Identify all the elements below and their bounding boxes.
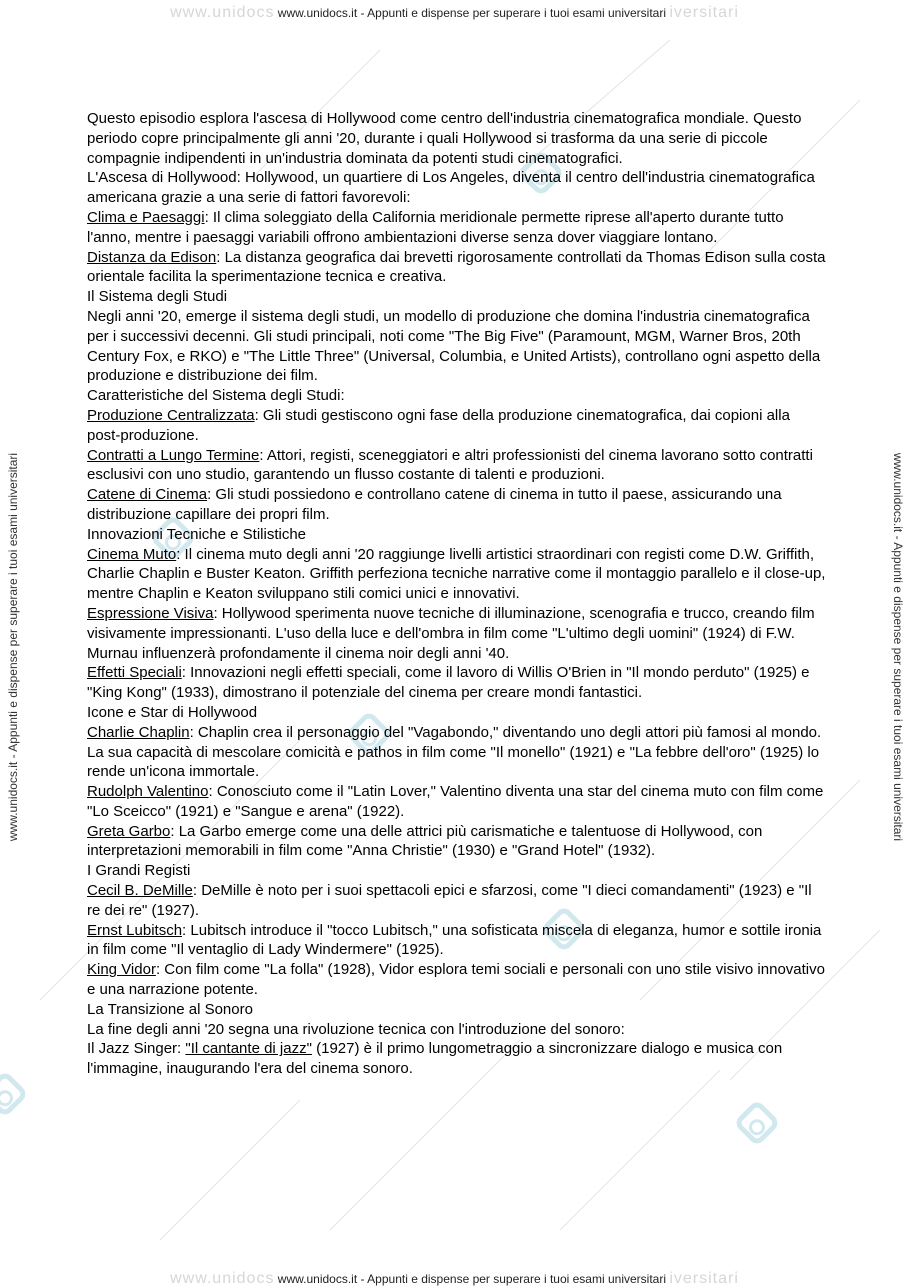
definition-paragraph bbox=[87, 248, 827, 288]
paragraph-text: : La Garbo emerge come una delle attrici più carismatiche e talentuose di Hollywood, con interpretazioni memorabili in film come "Anna Christie" (1930) e "Grand Hotel" (1932). bbox=[87, 822, 763, 860]
definition-paragraph bbox=[87, 723, 827, 782]
paragraph-text: : Gli studi gestiscono ogni fase della produzione cinematografica, dai copioni alla post-produzione. bbox=[87, 406, 790, 444]
underlined-term: Catene di Cinema bbox=[87, 486, 208, 504]
paragraph-text: : La distanza geografica dai brevetti rigorosamente controllati da Thomas Edison sulla costa orientale facilita la sperimentazione tecnica e creativa. bbox=[87, 248, 826, 286]
paragraph-text: : Lubitsch introduce il "tocco Lubitsch," una sofisticata miscela di eleganza, humor e sottile ironia in film come "Il ventaglio di Lady Windermere" (1925). bbox=[87, 921, 822, 959]
underlined-term: Cecil B. DeMille bbox=[87, 882, 193, 900]
definition-paragraph bbox=[87, 782, 827, 822]
definition-paragraph bbox=[87, 663, 827, 703]
paragraph-text: Icone e Star di Hollywood bbox=[87, 703, 258, 721]
paragraph-text: L'Ascesa di Hollywood: Hollywood, un quartiere di Los Angeles, diventa il centro dell'industria cinematografica americana grazie a una serie di fattori favorevoli: bbox=[87, 169, 815, 207]
underlined-term: Effetti Speciali bbox=[87, 664, 182, 682]
watermark-ghost-text: iversitari bbox=[669, 4, 739, 21]
underlined-term: Greta Garbo bbox=[87, 822, 171, 840]
paragraph-text: : Il cinema muto degli anni '20 raggiunge livelli artistici straordinari con registi come D.W. Griffith, Charlie Chaplin e Buster Keaton. Griffith perfeziona tecniche narrative come il montaggio parallelo e il close-up, mentre Chaplin e Keaton sviluppano stili comici unici e innovativi. bbox=[87, 545, 826, 603]
underlined-term: King Vidor bbox=[87, 961, 156, 979]
definition-paragraph bbox=[87, 545, 827, 604]
watermark-header bbox=[0, 4, 909, 22]
definition-paragraph bbox=[87, 960, 827, 1000]
paragraph-lead: Il Jazz Singer: bbox=[87, 1040, 186, 1058]
watermark-footer-text: www.unidocs.it - Appunti e dispense per superare i tuoi esami universitari bbox=[277, 1272, 666, 1286]
watermark-ghost-text: www.unidocs bbox=[170, 1270, 275, 1287]
paragraph-text: Il Sistema degli Studi bbox=[87, 288, 228, 306]
definition-paragraph bbox=[87, 208, 827, 248]
watermark-side-right: www.unidocs.it - Appunti e dispense per superare i tuoi esami universitari bbox=[891, 452, 905, 842]
paragraph bbox=[87, 1020, 827, 1040]
paragraph bbox=[87, 525, 827, 545]
paragraph-text: : DeMille è noto per i suoi spettacoli epici e sfarzosi, come "I dieci comandamenti" (1923) e "Il re dei re" (1927). bbox=[87, 882, 812, 919]
watermark-ghost-text: www.unidocs bbox=[170, 4, 275, 21]
definition-paragraph bbox=[87, 446, 827, 486]
paragraph bbox=[87, 386, 827, 406]
watermark-footer bbox=[0, 1270, 909, 1288]
paragraph-text: La Transizione al Sonoro bbox=[87, 1000, 253, 1018]
paragraph-text: : Con film come "La folla" (1928), Vidor esplora temi sociali e personali con uno stile visivo innovativo e una narrazione potente. bbox=[87, 961, 825, 999]
definition-paragraph bbox=[87, 406, 827, 446]
definition-paragraph bbox=[87, 881, 827, 921]
underlined-term: Espressione Visiva bbox=[87, 604, 214, 622]
paragraph-text: (1927) è il primo lungometraggio a sincronizzare dialogo e musica con l'immagine, inaugurando l'era del cinema sonoro. bbox=[87, 1040, 783, 1078]
paragraph-text: I Grandi Registi bbox=[87, 862, 191, 880]
paragraph bbox=[87, 168, 827, 208]
watermark-ghost-text: iversitari bbox=[669, 1270, 739, 1287]
underlined-term: Ernst Lubitsch bbox=[87, 921, 183, 939]
paragraph bbox=[87, 1000, 827, 1020]
paragraph-text: : Chaplin crea il personaggio del "Vagabondo," diventando uno degli attori più famosi al mondo. La sua capacità di mescolare comicità e pathos in film come "Il monello" (1921) e "La febbre dell'oro" (1925) lo rende un'icona immortale. bbox=[87, 723, 822, 781]
paragraph-text: : Il clima soleggiato della California meridionale permette riprese all'aperto durante tutto l'anno, mentre i paesaggi variabili offrono ambientazioni diverse senza dover viaggiare lontano. bbox=[87, 208, 784, 246]
paragraph bbox=[87, 703, 827, 723]
paragraph-text: Innovazioni Tecniche e Stilistiche bbox=[87, 525, 307, 543]
underlined-term: Distanza da Edison bbox=[87, 248, 217, 266]
underlined-term: Rudolph Valentino bbox=[87, 783, 209, 801]
paragraph-text: Negli anni '20, emerge il sistema degli studi, un modello di produzione che domina l'industria cinematografica per i successivi decenni. Gli studi principali, noti come "The Big Five" (Paramount, MGM, Warner Bros, 20th Century Fox, e RKO) e "The Little Three" (Universal, Columbia, e United Artists), controllano ogni aspetto della produzione e distribuzione dei film. bbox=[87, 307, 821, 385]
watermark-header-text: www.unidocs.it - Appunti e dispense per superare i tuoi esami universitari bbox=[277, 6, 666, 20]
paragraph-text: Questo episodio esplora l'ascesa di Hollywood come centro dell'industria cinematografica mondiale. Questo periodo copre principalmente gli anni '20, durante i quali Hollywood si trasforma da una serie di piccole compagnie indipendenti in un'industria dominata da potenti studi cinematografici. bbox=[87, 110, 802, 167]
paragraph bbox=[87, 307, 827, 386]
paragraph-text: : Innovazioni negli effetti speciali, come il lavoro di Willis O'Brien in "Il mondo perduto" (1925) e "King Kong" (1933), dimostrano il potenziale del cinema per creare mondi fantastici. bbox=[87, 664, 810, 702]
document-body bbox=[87, 109, 827, 1079]
underlined-term: Contratti a Lungo Termine bbox=[87, 446, 260, 464]
underlined-term: Clima e Paesaggi bbox=[87, 208, 205, 226]
watermark-side-left: www.unidocs.it - Appunti e dispense per superare i tuoi esami universitari bbox=[6, 452, 20, 842]
paragraph bbox=[87, 861, 827, 881]
underlined-term: Cinema Muto bbox=[87, 545, 177, 563]
definition-paragraph bbox=[87, 485, 827, 525]
paragraph bbox=[87, 287, 827, 307]
paragraph-text: Caratteristiche del Sistema degli Studi: bbox=[87, 387, 345, 405]
underlined-term: Charlie Chaplin bbox=[87, 723, 190, 741]
underlined-term: "Il cantante di jazz" bbox=[185, 1040, 312, 1058]
paragraph-text: : Gli studi possiedono e controllano catene di cinema in tutto il paese, assicurando una distribuzione capillare dei propri film. bbox=[87, 486, 782, 523]
definition-paragraph bbox=[87, 822, 827, 862]
paragraph-text: : Conosciuto come il "Latin Lover," Valentino diventa una star del cinema muto con film come "Lo Sceicco" (1921) e "Sangue e arena" (1922). bbox=[87, 783, 824, 820]
paragraph-text: : Attori, registi, sceneggiatori e altri professionisti del cinema lavorano sotto contratti esclusivi con uno studio, garantendo un flusso costante di talenti e produzioni. bbox=[87, 446, 813, 484]
definition-paragraph bbox=[87, 921, 827, 961]
underlined-term: Produzione Centralizzata bbox=[87, 406, 255, 424]
paragraph-text: La fine degli anni '20 segna una rivoluzione tecnica con l'introduzione del sonoro: bbox=[87, 1020, 625, 1038]
definition-paragraph bbox=[87, 1039, 827, 1079]
paragraph bbox=[87, 109, 827, 168]
paragraph-text: : Hollywood sperimenta nuove tecniche di illuminazione, scenografia e trucco, creando film visivamente impressionanti. L'uso della luce e dell'ombra in film come "L'ultimo degli uomini" (1924) di F.W. Murnau influenzerà profondamente il cinema noir degli anni '40. bbox=[87, 604, 815, 662]
definition-paragraph bbox=[87, 604, 827, 663]
